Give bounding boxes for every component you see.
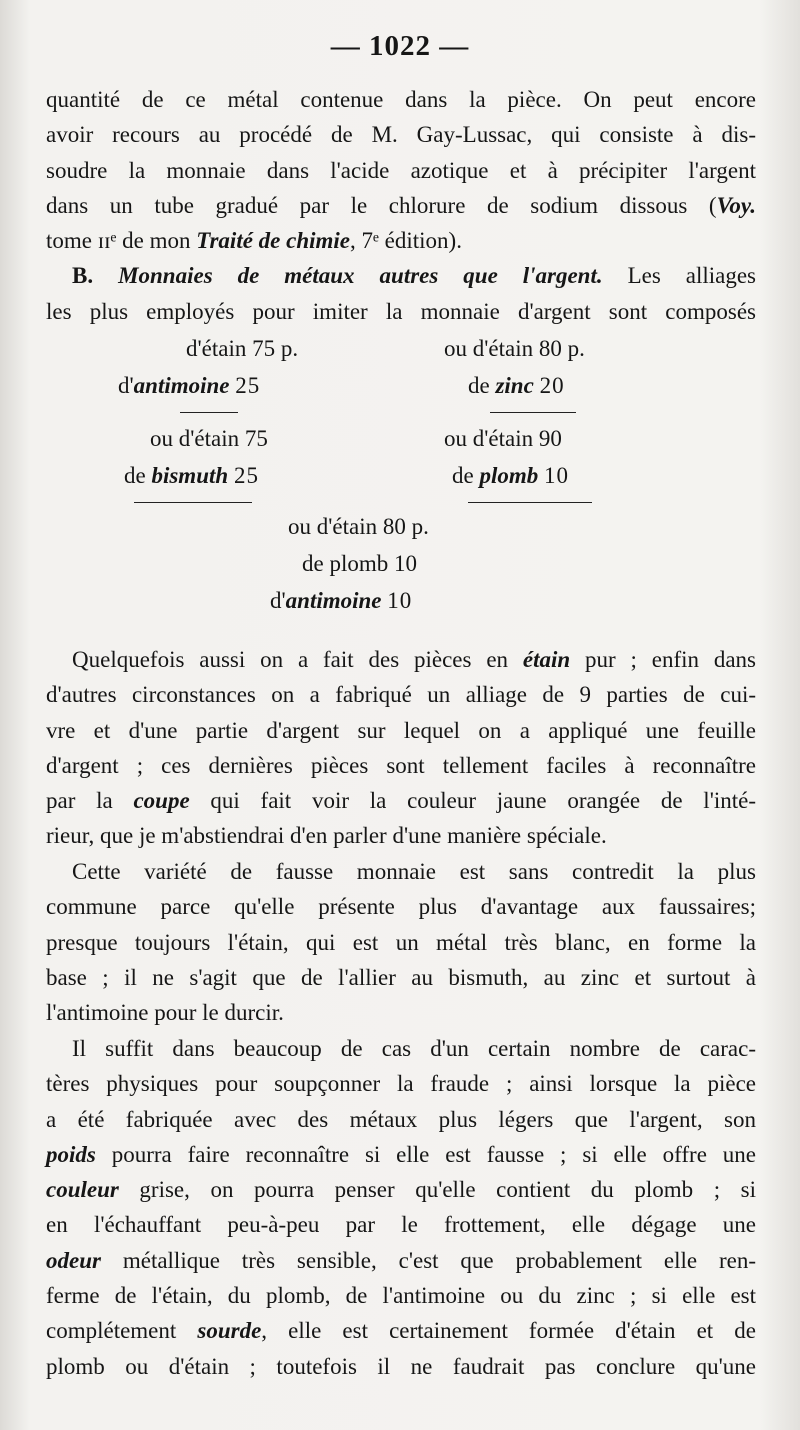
paragraph-4 bbox=[46, 1031, 756, 1384]
page-number: — 1022 — bbox=[330, 30, 470, 62]
emphasis: sourde bbox=[197, 1318, 262, 1344]
text-line: Cette variété de fausse monnaie est sans contredit la plus bbox=[72, 859, 756, 884]
metal-name: bismuth bbox=[151, 463, 229, 488]
text-line: presque toujours l'étain, qui est un métal très blanc, en forme la bbox=[46, 929, 756, 955]
text-line: commune parce qu'elle présente plus d'avantage aux faussaires; bbox=[46, 894, 756, 920]
top-paragraph bbox=[46, 82, 756, 329]
text-segment: par la bbox=[46, 788, 134, 814]
section-label: B. bbox=[72, 263, 94, 289]
text-segment: Quelquefois aussi on a fait des pièces en bbox=[72, 647, 523, 672]
text-segment: tome bbox=[46, 228, 98, 254]
text-line bbox=[46, 1243, 756, 1278]
text-line: base ; il ne s'agit que de l'allier au bismuth, au zinc et surtout à bbox=[46, 964, 756, 990]
text-segment: , 7ᵉ édition). bbox=[350, 228, 462, 254]
alloy-value: 20 bbox=[539, 373, 565, 398]
text-line: plomb ou d'étain ; toutefois il ne faudrait pas conclure qu'une bbox=[46, 1353, 756, 1379]
metal-name: antimoine bbox=[285, 588, 382, 613]
text-segment: de bbox=[468, 373, 496, 398]
text-segment: métallique très sensible, c'est que probablement elle ren- bbox=[100, 1247, 756, 1273]
text-segment: , elle est certainement formée d'étain et de bbox=[261, 1318, 756, 1344]
alloy-e-line3 bbox=[270, 588, 412, 614]
alloy-value: 25 bbox=[233, 463, 259, 488]
metal-name: plomb bbox=[479, 463, 539, 488]
alloy-c-line1: ou d'étain 75 bbox=[150, 426, 268, 451]
divider-rule bbox=[468, 502, 592, 503]
emphasis: odeur bbox=[46, 1247, 101, 1273]
text-line: d'autres circonstances on a fabriqué un alliage de 9 parties de cui- bbox=[46, 682, 756, 708]
text-segment: complétement bbox=[46, 1318, 198, 1344]
text-segment: ᵉ de mon bbox=[110, 228, 197, 254]
text-line: tères physiques pour soupçonner la fraude ; ainsi lorsque la pièce bbox=[46, 1071, 756, 1097]
emphasis: Voy. bbox=[716, 192, 756, 218]
emphasis: couleur bbox=[46, 1177, 119, 1203]
text-line: vre et d'une partie d'argent sur lequel on a appliqué une feuille bbox=[46, 717, 756, 743]
text-segment: pur ; enfin dans bbox=[570, 647, 757, 672]
text-line bbox=[46, 783, 756, 818]
alloy-b-line2 bbox=[468, 373, 565, 399]
text-line: ferme de l'étain, du plomb, de l'antimoine ou du zinc ; si elle est bbox=[46, 1283, 756, 1309]
paragraph-2 bbox=[46, 642, 756, 854]
metal-name: zinc bbox=[495, 373, 534, 398]
alloy-d-line1: ou d'étain 90 bbox=[444, 426, 562, 451]
alloy-a-line2 bbox=[118, 373, 260, 399]
paragraph-3 bbox=[46, 854, 756, 1030]
text-line: l'antimoine pour le durcir. bbox=[46, 1000, 284, 1026]
divider-rule bbox=[180, 412, 238, 413]
text-line bbox=[46, 223, 756, 258]
text-line bbox=[46, 188, 756, 223]
metal-name: antimoine bbox=[133, 373, 230, 398]
emphasis: étain bbox=[522, 647, 571, 672]
text-segment: ɪɪ bbox=[97, 228, 111, 254]
emphasis: coupe bbox=[133, 788, 190, 814]
text-line bbox=[46, 642, 756, 677]
text-line: rieur, que je m'abstiendrai d'en parler d'une manière spéciale. bbox=[46, 823, 607, 849]
alloy-c-line2 bbox=[124, 463, 259, 489]
alloy-e-line2: de plomb 10 bbox=[302, 551, 417, 576]
text-line: a été fabriquée avec des métaux plus légers que l'argent, son bbox=[46, 1106, 756, 1132]
alloy-compositions bbox=[0, 336, 800, 626]
text-line: soudre la monnaie dans l'acide azotique et à précipiter l'argent bbox=[46, 157, 756, 183]
text-line: avoir recours au procédé de M. Gay-Lussac, qui consiste à dis- bbox=[46, 122, 756, 148]
text-line: quantité de ce métal contenue dans la pièce. On peut encore bbox=[46, 87, 756, 112]
alloy-value: 10 bbox=[387, 588, 413, 613]
text-segment: grise, on pourra penser qu'elle contient du plomb ; si bbox=[118, 1177, 756, 1203]
text-line: en l'échauffant peu-à-peu par le frottement, elle dégage une bbox=[46, 1212, 756, 1238]
alloy-d-line2 bbox=[452, 463, 569, 489]
divider-rule bbox=[134, 502, 252, 503]
alloy-b-line1: ou d'étain 80 p. bbox=[444, 336, 585, 361]
text-segment: de bbox=[452, 463, 480, 488]
text-line bbox=[46, 1137, 756, 1172]
divider-rule bbox=[490, 412, 576, 413]
text-line: d'argent ; ces dernières pièces sont tellement faciles à reconnaître bbox=[46, 752, 756, 778]
text-segment: d' bbox=[118, 373, 134, 398]
text-segment: pourra faire reconnaître si elle est fausse ; si elle offre une bbox=[95, 1141, 756, 1167]
text-segment: d' bbox=[270, 588, 286, 613]
emphasis: poids bbox=[46, 1141, 96, 1167]
text-segment: Les alliages bbox=[602, 263, 757, 289]
section-title: Monnaies de métaux autres que l'argent. bbox=[118, 263, 603, 289]
section-heading-line bbox=[46, 258, 756, 293]
alloy-a-line1: d'étain 75 p. bbox=[186, 336, 299, 361]
text-segment: dans un tube gradué par le chlorure de sodium dissous ( bbox=[46, 192, 717, 218]
text-segment: de bbox=[124, 463, 152, 488]
text-line: Il suffit dans beaucoup de cas d'un certain nombre de carac- bbox=[72, 1036, 756, 1061]
alloy-value: 25 bbox=[235, 373, 261, 398]
alloy-e-line1: ou d'étain 80 p. bbox=[288, 514, 429, 539]
text-line bbox=[46, 1313, 756, 1348]
book-title: Traité de chimie bbox=[196, 228, 351, 254]
text-line bbox=[46, 1172, 756, 1207]
text-segment: qui fait voir la couleur jaune orangée de l'inté- bbox=[189, 788, 756, 814]
text-line: les plus employés pour imiter la monnaie d'argent sont composés bbox=[46, 298, 756, 324]
alloy-value: 10 bbox=[544, 463, 569, 488]
